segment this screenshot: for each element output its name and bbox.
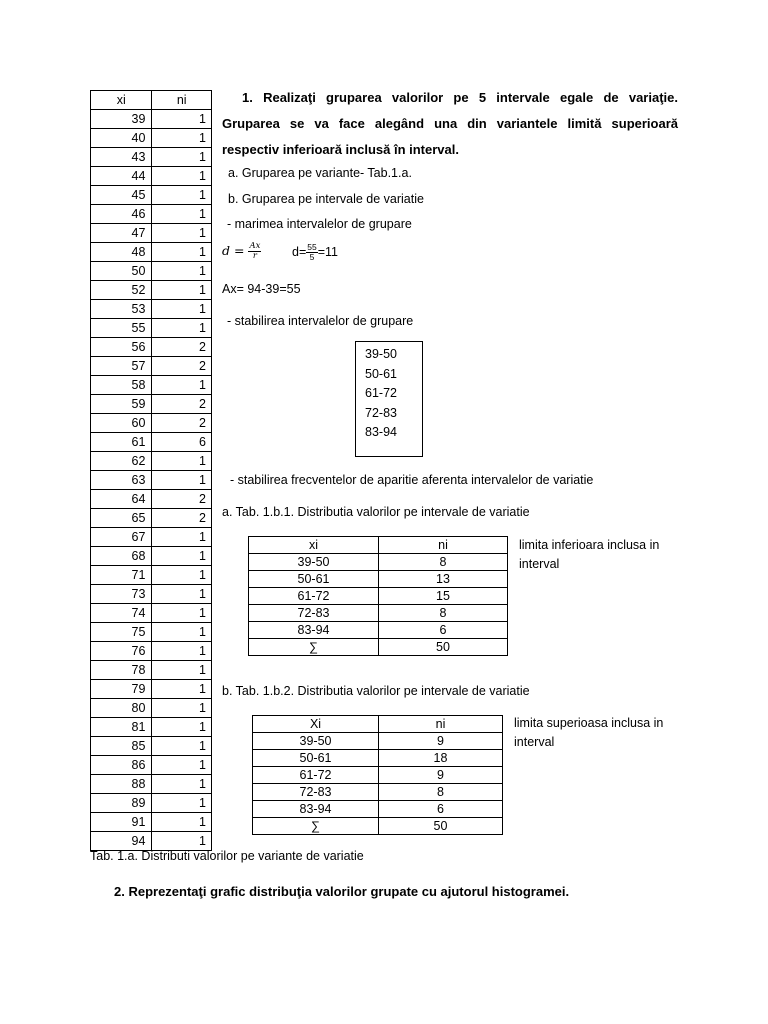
- table-row: [91, 604, 212, 623]
- cell-xi: 48: [91, 243, 152, 262]
- cell-ni: 1: [152, 243, 212, 262]
- cell-ni: 1: [152, 110, 212, 129]
- cell-xi: 81: [91, 718, 152, 737]
- table-row: [91, 528, 212, 547]
- table-row: [91, 699, 212, 718]
- cell-xi: 89: [91, 794, 152, 813]
- task1-text: [222, 85, 678, 163]
- cell-ni: 1: [152, 680, 212, 699]
- table-row: [91, 775, 212, 794]
- intervals-label: - stabilirea intervalelor de grupare: [227, 314, 414, 328]
- cell-xi: 50: [91, 262, 152, 281]
- cell-ni: 8: [379, 784, 503, 801]
- task2-text: 2. Reprezentaţi grafic distribuţia valorilor grupate cu ajutorul histogramei.: [114, 884, 570, 899]
- intervals-box: [355, 341, 423, 457]
- cell-ni: 1: [152, 832, 212, 851]
- table-row: [91, 395, 212, 414]
- cell-ni: 6: [379, 801, 503, 818]
- table-row: [253, 784, 503, 801]
- cell-ni: 8: [379, 554, 508, 571]
- cell-xi: 78: [91, 661, 152, 680]
- table-b2-header-xi: Xi: [253, 716, 379, 733]
- table-b2: [252, 715, 503, 835]
- table-row: [91, 414, 212, 433]
- cell-ni: 50: [379, 639, 508, 656]
- cell-xi: 63: [91, 471, 152, 490]
- table-b1-body: [249, 554, 508, 656]
- cell-xi: 60: [91, 414, 152, 433]
- cell-xi: 50-61: [249, 571, 379, 588]
- formula-d-numerator: Ax: [249, 241, 261, 251]
- table-b2-note: limita superioasa inclusa in interval: [514, 716, 664, 749]
- cell-ni: 9: [379, 733, 503, 750]
- variants-table: [90, 90, 212, 851]
- table-row: [91, 718, 212, 737]
- cell-xi: 74: [91, 604, 152, 623]
- cell-ni: 6: [152, 433, 212, 452]
- task1-item-a: a. Gruparea pe variante- Tab.1.a.: [228, 166, 412, 180]
- variants-table-body: [91, 110, 212, 851]
- formula-d2-rhs: =11: [317, 244, 339, 259]
- table-b1-header: [249, 537, 508, 554]
- cell-xi: 61: [91, 433, 152, 452]
- cell-xi: 52: [91, 281, 152, 300]
- table-b1-title: a. Tab. 1.b.1. Distributia valorilor pe intervale de variatie: [222, 505, 530, 519]
- cell-xi: 94: [91, 832, 152, 851]
- formula-d2-denominator: 5: [309, 252, 315, 262]
- table-row: [91, 756, 212, 775]
- table-row: [253, 750, 503, 767]
- table-b1-header-ni: ni: [379, 537, 508, 554]
- cell-xi: 57: [91, 357, 152, 376]
- task1-text-content: 1. Realizaţi gruparea valorilor pe 5 intervale egale de variaţie. Gruparea se va face alegând una din variantele limită superioară respectiv inferioară inclusă în interval.: [222, 90, 678, 157]
- cell-ni: 1: [152, 186, 212, 205]
- table-row: [91, 186, 212, 205]
- cell-xi: 55: [91, 319, 152, 338]
- table-row: [249, 554, 508, 571]
- cell-xi: 83-94: [253, 801, 379, 818]
- variants-header-xi: xi: [91, 91, 152, 110]
- interval-size-label: - marimea intervalelor de grupare: [227, 217, 412, 231]
- cell-xi: 40: [91, 129, 152, 148]
- cell-ni: 1: [152, 623, 212, 642]
- interval-item: 50-61: [365, 366, 397, 381]
- interval-item: 61-72: [365, 386, 397, 400]
- cell-xi: 71: [91, 566, 152, 585]
- table-b1-header-xi: xi: [249, 537, 379, 554]
- table-row: [253, 801, 503, 818]
- cell-xi: 62: [91, 452, 152, 471]
- table-row: [91, 319, 212, 338]
- cell-ni: 8: [379, 605, 508, 622]
- table-row: [91, 433, 212, 452]
- cell-xi: 75: [91, 623, 152, 642]
- cell-xi: 61-72: [249, 588, 379, 605]
- task1-item-b: b. Gruparea pe intervale de variatie: [228, 192, 424, 206]
- table-b1-note: limita inferioara inclusa in interval: [519, 538, 660, 571]
- table-row: [249, 571, 508, 588]
- table-row: [91, 832, 212, 851]
- cell-xi: 43: [91, 148, 152, 167]
- cell-ni: 1: [152, 376, 212, 395]
- table-row: [91, 471, 212, 490]
- cell-ni: 1: [152, 699, 212, 718]
- cell-xi: 39: [91, 110, 152, 129]
- cell-ni: 13: [379, 571, 508, 588]
- cell-ni: 6: [379, 622, 508, 639]
- cell-ni: 1: [152, 300, 212, 319]
- cell-ni: 1: [152, 794, 212, 813]
- interval-item: 83-94: [365, 425, 397, 439]
- table-row: [91, 642, 212, 661]
- formula-d2-lhs: d=: [292, 244, 307, 259]
- table-row: [91, 585, 212, 604]
- cell-xi: 88: [91, 775, 152, 794]
- table-row: [91, 357, 212, 376]
- table-row: [91, 623, 212, 642]
- cell-xi: ∑: [253, 818, 379, 835]
- cell-xi: 46: [91, 205, 152, 224]
- cell-xi: 79: [91, 680, 152, 699]
- table-row: [91, 110, 212, 129]
- table-row: [91, 566, 212, 585]
- table-row: [249, 622, 508, 639]
- cell-ni: 18: [379, 750, 503, 767]
- cell-ni: 2: [152, 338, 212, 357]
- cell-xi: 67: [91, 528, 152, 547]
- cell-xi: 85: [91, 737, 152, 756]
- cell-ni: 2: [152, 357, 212, 376]
- cell-xi: 64: [91, 490, 152, 509]
- table-row: [91, 224, 212, 243]
- cell-xi: 39-50: [249, 554, 379, 571]
- cell-xi: 61-72: [253, 767, 379, 784]
- formula-d2-numerator: 55: [307, 242, 317, 252]
- ax-line: Ax= 94-39=55: [222, 282, 301, 296]
- table-row: [91, 490, 212, 509]
- cell-ni: 1: [152, 756, 212, 775]
- cell-xi: 58: [91, 376, 152, 395]
- cell-xi: 65: [91, 509, 152, 528]
- table-row: [91, 243, 212, 262]
- table-row: [91, 262, 212, 281]
- cell-ni: 1: [152, 319, 212, 338]
- table-row: [249, 605, 508, 622]
- formula-d: [222, 242, 261, 261]
- cell-xi: 68: [91, 547, 152, 566]
- cell-ni: 1: [152, 281, 212, 300]
- cell-ni: 1: [152, 148, 212, 167]
- interval-item: 72-83: [365, 405, 397, 420]
- table-row: [91, 129, 212, 148]
- frequency-label: - stabilirea frecventelor de aparitie aferenta intervalelor de variatie: [230, 473, 594, 487]
- table-row: [91, 338, 212, 357]
- cell-ni: 1: [152, 604, 212, 623]
- cell-ni: 1: [152, 585, 212, 604]
- cell-ni: 1: [152, 224, 212, 243]
- table-row: [249, 588, 508, 605]
- cell-xi: 76: [91, 642, 152, 661]
- formula-d-denominator: r: [252, 251, 257, 261]
- table-row: [91, 737, 212, 756]
- cell-ni: 2: [152, 395, 212, 414]
- variants-table-caption: Tab. 1.a. Distributi valorilor pe variante de variatie: [90, 849, 364, 863]
- table-row: [91, 680, 212, 699]
- table-b1: [248, 536, 508, 656]
- table-row: [91, 167, 212, 186]
- table-b2-body: [253, 733, 503, 835]
- cell-ni: 1: [152, 661, 212, 680]
- cell-ni: 50: [379, 818, 503, 835]
- table-b2-header: [253, 716, 503, 733]
- formula-d2-fraction: [306, 243, 317, 262]
- table-row: [91, 547, 212, 566]
- cell-ni: 15: [379, 588, 508, 605]
- cell-ni: 1: [152, 167, 212, 186]
- table-b2-title: b. Tab. 1.b.2. Distributia valorilor pe intervale de variatie: [222, 684, 530, 698]
- table-row: [253, 733, 503, 750]
- table-row: [91, 376, 212, 395]
- cell-xi: 72-83: [253, 784, 379, 801]
- cell-ni: 2: [152, 490, 212, 509]
- cell-ni: 1: [152, 547, 212, 566]
- cell-xi: 39-50: [253, 733, 379, 750]
- cell-xi: 73: [91, 585, 152, 604]
- variants-table-header: [91, 91, 212, 110]
- variants-header-ni: ni: [152, 91, 212, 110]
- table-row: [91, 661, 212, 680]
- cell-xi: 50-61: [253, 750, 379, 767]
- cell-ni: 1: [152, 471, 212, 490]
- cell-ni: 2: [152, 414, 212, 433]
- table-row: [91, 509, 212, 528]
- table-row: [91, 813, 212, 832]
- cell-xi: 56: [91, 338, 152, 357]
- table-row: [91, 794, 212, 813]
- cell-xi: 53: [91, 300, 152, 319]
- table-row: [91, 205, 212, 224]
- table-row: [253, 767, 503, 784]
- cell-ni: 1: [152, 129, 212, 148]
- table-row: [91, 148, 212, 167]
- cell-xi: 72-83: [249, 605, 379, 622]
- cell-ni: 1: [152, 737, 212, 756]
- formula-d-fraction: [248, 242, 261, 261]
- interval-item: 39-50: [365, 347, 397, 361]
- cell-ni: 1: [152, 642, 212, 661]
- cell-ni: 2: [152, 509, 212, 528]
- cell-xi: 91: [91, 813, 152, 832]
- cell-xi: ∑: [249, 639, 379, 656]
- cell-xi: 59: [91, 395, 152, 414]
- formula-d-value: [292, 243, 338, 262]
- table-row: [91, 281, 212, 300]
- table-row: [91, 300, 212, 319]
- cell-ni: 1: [152, 528, 212, 547]
- cell-xi: 86: [91, 756, 152, 775]
- cell-xi: 83-94: [249, 622, 379, 639]
- table-row: [249, 639, 508, 656]
- cell-xi: 44: [91, 167, 152, 186]
- table-row: [91, 452, 212, 471]
- cell-xi: 47: [91, 224, 152, 243]
- cell-xi: 80: [91, 699, 152, 718]
- cell-ni: 1: [152, 262, 212, 281]
- cell-ni: 1: [152, 566, 212, 585]
- cell-ni: 1: [152, 452, 212, 471]
- cell-xi: 45: [91, 186, 152, 205]
- cell-ni: 9: [379, 767, 503, 784]
- table-row: [253, 818, 503, 835]
- cell-ni: 1: [152, 718, 212, 737]
- table-b2-header-ni: ni: [379, 716, 503, 733]
- formula-d-lhs: d =: [222, 243, 245, 258]
- cell-ni: 1: [152, 205, 212, 224]
- cell-ni: 1: [152, 813, 212, 832]
- cell-ni: 1: [152, 775, 212, 794]
